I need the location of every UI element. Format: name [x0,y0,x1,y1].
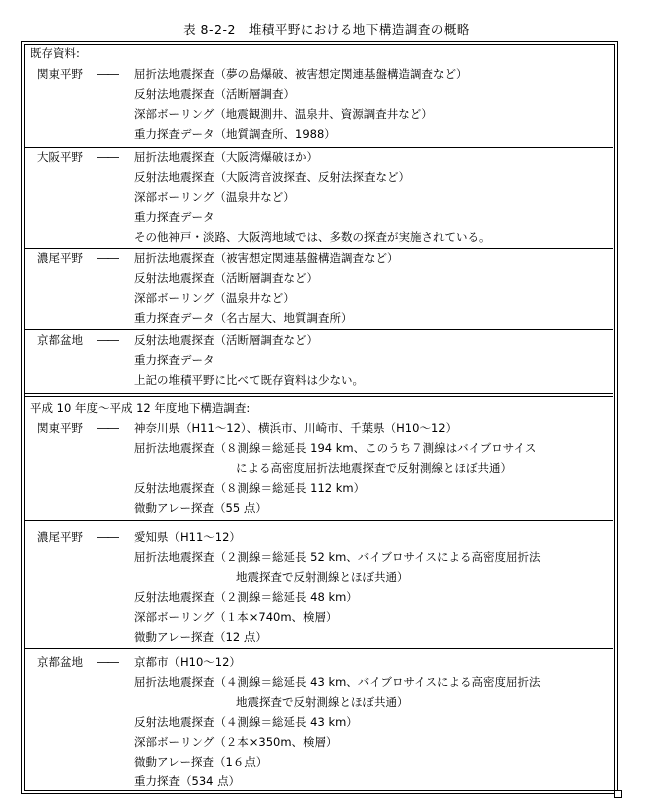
survey-item: 深部ボーリング（１本×740m、検層） [134,610,338,624]
region-kyoto-survey: 京都盆地 [37,655,83,669]
survey-item: 反射法地震探査（大阪湾音波探査、反射法探査など） [134,170,410,184]
survey-item: 反射法地震探査（活断層調査など） [134,333,318,347]
survey-item: 重力探査データ（地質調査所、1988） [134,127,336,141]
survey-item: 反射法地震探査（活断層調査など） [134,271,318,285]
group-divider [24,520,613,521]
survey-item: 重力探査データ（名古屋大、地質調査所） [134,311,353,325]
table-title: 表 8-2-2 堆積平野における地下構造調査の概略 [183,22,470,37]
survey-item: 屈折法地震探査（夢の島爆破、被害想定関連基盤構造調査など） [134,67,468,81]
survey-item-continuation: 地震探査で反射測線とほぼ共通） [236,695,409,709]
survey-item: 深部ボーリング（２本×350m、検層） [134,735,338,749]
group-divider [24,648,613,649]
survey-item: 重力探査データ [134,210,215,224]
survey-item: 屈折法地震探査（８測線＝総延長 194 km、このうち７測線はバイブロサイス [134,441,537,455]
section-label-existing: 既存資料: [30,46,80,60]
section-label-survey: 平成 10 年度～平成 12 年度地下構造調査: [30,401,251,415]
survey-item: 神奈川県（H11～12）、横浜市、川崎市、千葉県（H10～12） [134,421,458,435]
survey-item-continuation: 地震探査で反射測線とほぼ共通） [236,570,409,584]
group-divider [24,248,613,249]
region-nobi-survey: 濃尾平野 [37,530,83,544]
survey-item: 微動アレー探査（55 点） [134,501,267,515]
survey-item: 屈折法地震探査（４測線＝総延長 43 km、バイブロサイスによる高密度屈折法 [134,675,541,689]
survey-item: 京都市（H10～12） [134,655,241,669]
dash-connector: ―― [97,530,118,544]
survey-item: 屈折法地震探査（大阪湾爆破ほか） [134,150,318,164]
survey-item: 微動アレー探査（1６点） [134,755,268,769]
survey-item: 反射法地震探査（２測線＝総延長 48 km） [134,590,358,604]
survey-item: 反射法地震探査（４測線＝総延長 43 km） [134,715,358,729]
dash-connector: ―― [97,67,118,81]
section-divider [24,393,613,397]
group-divider [24,329,613,330]
survey-item-continuation: による高密度屈折法地震探査で反射測線とほぼ共通） [236,461,512,475]
survey-item: 反射法地震探査（８測線＝総延長 112 km） [134,481,366,495]
dash-connector: ―― [97,655,118,669]
dash-connector: ―― [97,150,118,164]
group-divider [24,147,613,148]
survey-item: 重力探査（534 点） [134,774,241,788]
region-kanto-existing: 関東平野 [37,67,83,81]
dash-connector: ―― [97,421,118,435]
resize-handle[interactable] [614,790,622,798]
dash-connector: ―― [97,333,118,347]
survey-item: 微動アレー探査（12 点） [134,630,267,644]
survey-item: 反射法地震探査（活断層調査） [134,87,295,101]
region-kyoto-existing: 京都盆地 [37,333,83,347]
survey-item: 重力探査データ [134,353,215,367]
survey-item: 屈折法地震探査（２測線＝総延長 52 km、バイブロサイスによる高密度屈折法 [134,550,541,564]
region-kanto-survey: 関東平野 [37,421,83,435]
survey-item: その他神戸・淡路、大阪湾地域では、多数の探査が実施されている。 [134,230,491,244]
dash-connector: ―― [97,251,118,265]
survey-item: 愛知県（H11～12） [134,530,241,544]
survey-item: 上記の堆積平野に比べて既存資料は少ない。 [134,373,364,387]
region-osaka: 大阪平野 [37,150,83,164]
survey-item: 深部ボーリング（地震観測井、温泉井、資源調査井など） [134,107,433,121]
region-nobi-existing: 濃尾平野 [37,251,83,265]
survey-item: 屈折法地震探査（被害想定関連基盤構造調査など） [134,251,399,265]
survey-item: 深部ボーリング（温泉井など） [134,190,295,204]
survey-item: 深部ボーリング（温泉井など） [134,291,295,305]
